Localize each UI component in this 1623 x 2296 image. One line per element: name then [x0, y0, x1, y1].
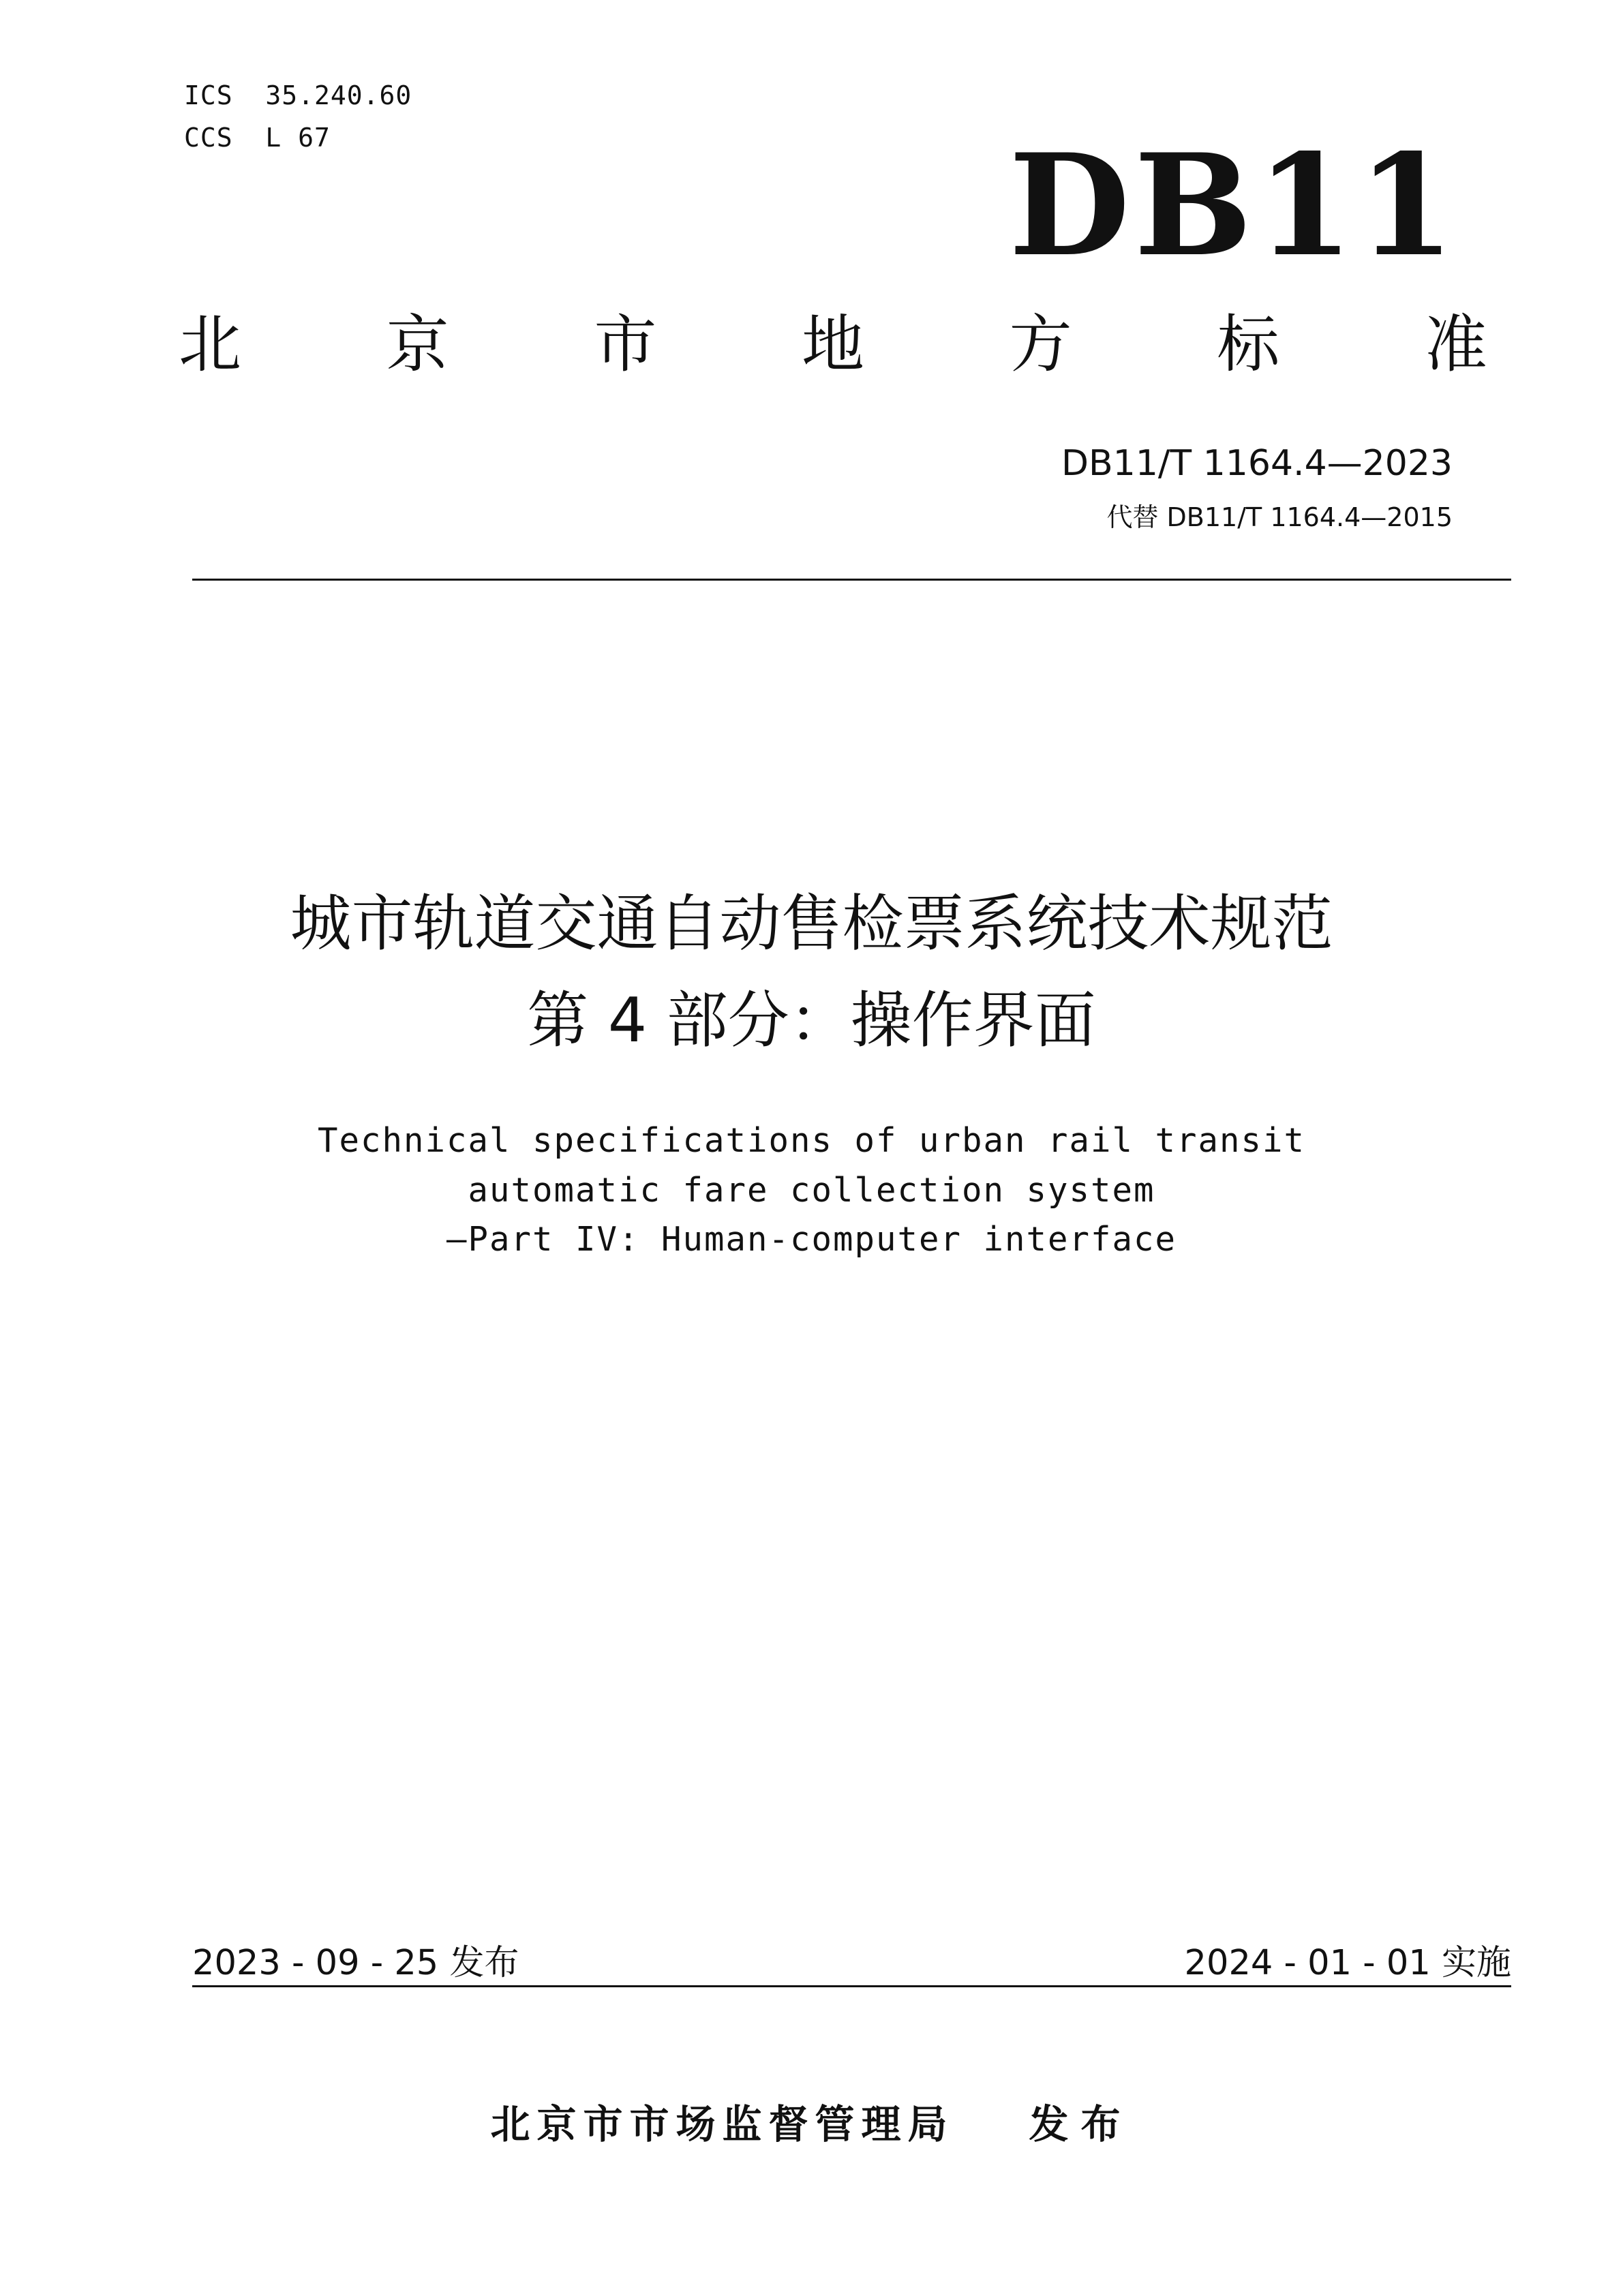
bottom-divider [192, 1985, 1511, 1987]
standard-type-heading [179, 308, 1487, 381]
standard-type-char: 北 [179, 308, 242, 381]
standard-type-char: 方 [1009, 308, 1072, 381]
standard-number: DB11/T 1164.4—2023 [1061, 443, 1453, 484]
effective-date: 2024 - 01 - 01 实施 [1184, 1943, 1511, 1983]
standard-type-char: 市 [594, 308, 657, 381]
issue-action: 发布 [1029, 2101, 1133, 2147]
issuer-name: 北京市市场监督管理局 [490, 2101, 954, 2147]
replaces-standard: 代替 DB11/T 1164.4—2015 [1106, 502, 1453, 532]
standard-type-char: 地 [801, 308, 864, 381]
title-chinese-line-1: 城市轨道交通自动售检票系统技术规范 [290, 888, 1333, 960]
title-chinese-line-2: 第 4 部分：操作界面 [527, 985, 1096, 1056]
title-english-line-1: Technical specifications of urban rail transit [317, 1121, 1306, 1160]
title-english-line-3: —Part IV: Human-computer interface [446, 1220, 1177, 1259]
standard-type-char: 京 [386, 308, 449, 381]
title-english-line-2: automatic fare collection system [468, 1171, 1155, 1210]
standard-type-char: 准 [1424, 308, 1487, 381]
ics-code: ICS 35.240.60 [184, 80, 412, 110]
standard-type-char: 标 [1217, 308, 1280, 381]
publish-date: 2023 - 09 - 25 发布 [192, 1943, 519, 1983]
issuer-line [0, 2092, 1623, 2149]
ccs-code: CCS L 67 [184, 123, 331, 153]
db11-logo: DB11 [1009, 124, 1459, 288]
top-divider [192, 579, 1511, 581]
